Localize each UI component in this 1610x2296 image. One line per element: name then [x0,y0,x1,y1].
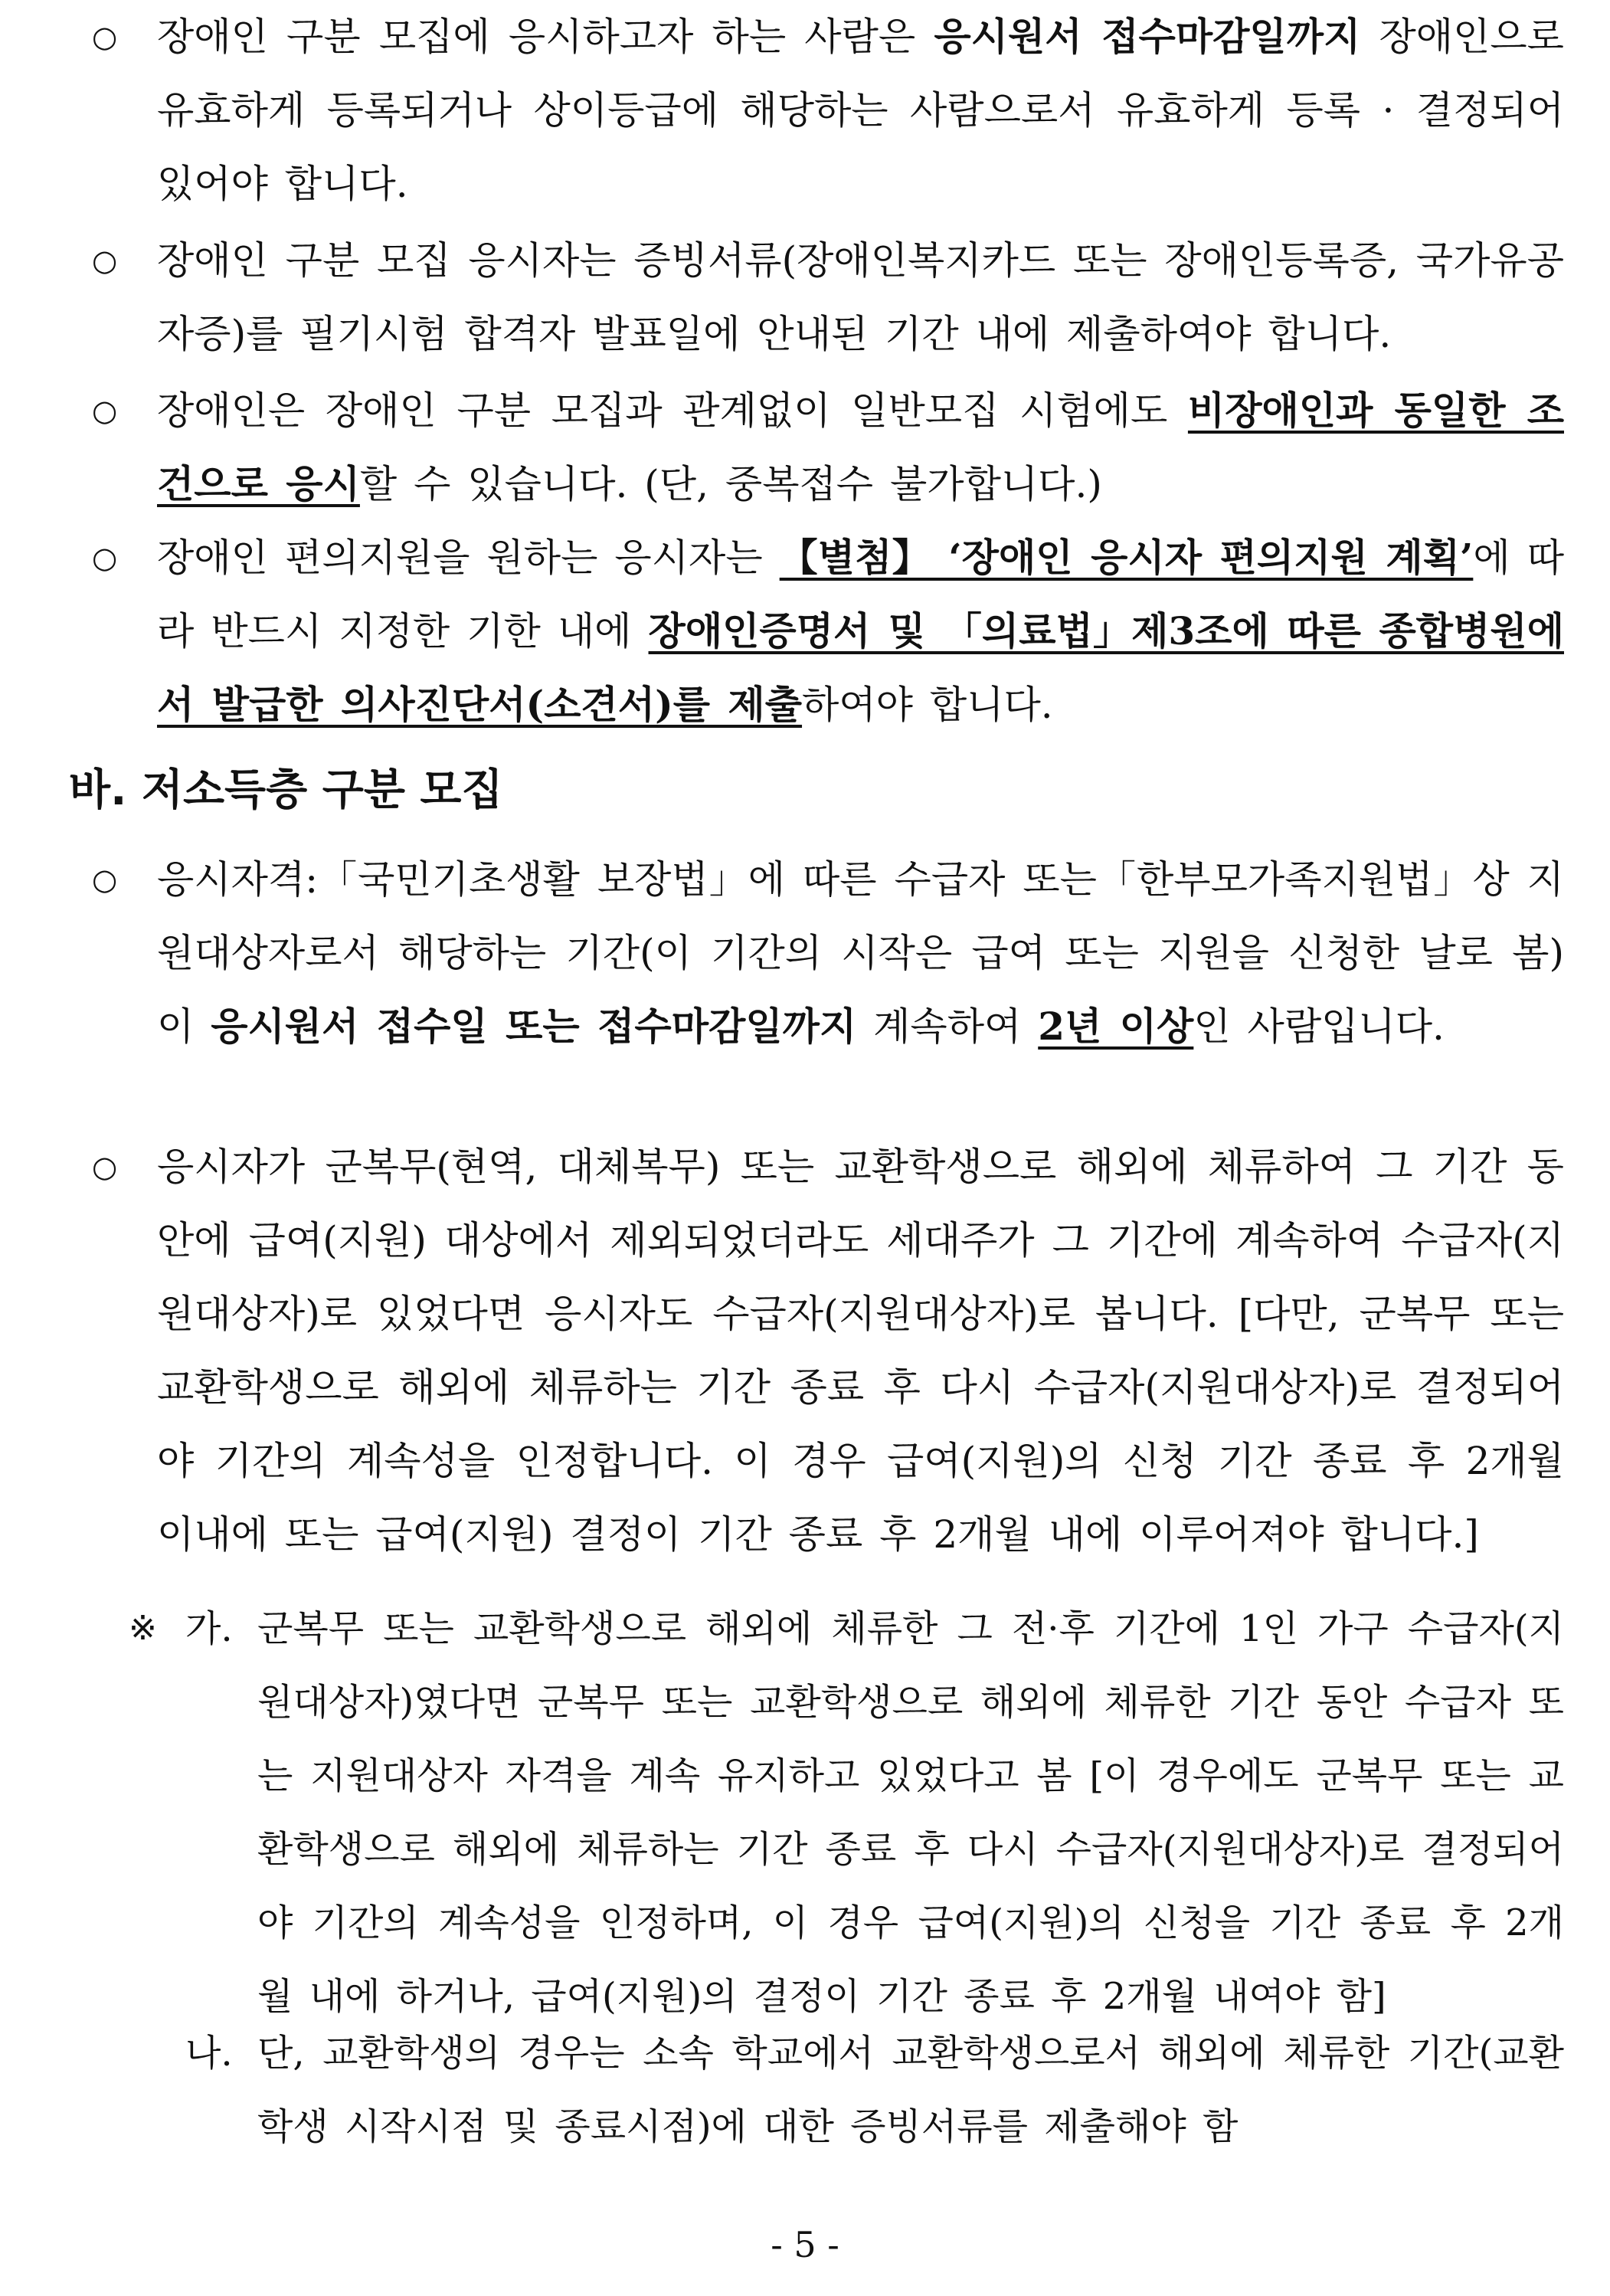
bullet-circle-icon: ○ [92,244,118,277]
bullet-item [92,843,1564,1063]
emphasis-underlined-text: 장애인증명서 및 「의료법」제3조에 따른 종합병원에서 발급한 의사진단서(소견서)를 제출 [157,608,1564,727]
paragraph-text: 장애인 구분 모집에 응시하고자 하는 사람은 응시원서 접수마감일까지 장애인으로 유효하게 등록되거나 상이등급에 해당하는 사람으로서 유효하게 등록 · 결정되어 있어야 합니다. [157,14,1564,206]
paragraph-text: 장애인은 장애인 구분 모집과 관계없이 일반모집 시험에도 비장애인과 동일한 조건으로 응시할 수 있습니다. (단, 중복접수 불가합니다.) [157,388,1564,506]
bullet-circle-icon: ○ [92,1150,118,1184]
note-item [129,1592,1564,2033]
note-text: 단, 교환학생의 경우는 소속 학교에서 교환학생으로서 해외에 체류한 기간(교환학생 시작시점 및 종료시점)에 대한 증빙서류를 제출해야 함 [257,2032,1564,2148]
section-heading: 바. 저소득층 구분 모집 [69,765,503,815]
paragraph-text: 장애인 편의지원을 원하는 응시자는 【별첨】 ‘장애인 응시자 편의지원 계획’에 따라 반드시 지정한 기한 내에 장애인증명서 및 「의료법」제3조에 따른 종합병원에서 발급한 의사진단서(소견서)를 제출하여야 합니다. [157,535,1565,727]
note-item [185,2016,1564,2163]
emphasis-underlined-text: 【별첨】 ‘장애인 응시자 편의지원 계획’ [779,535,1474,580]
reference-mark-icon: ※ [129,1609,157,1648]
bullet-circle-icon: ○ [92,20,118,54]
bullet-circle-icon: ○ [92,394,118,427]
paragraph-text: 장애인 구분 모집 응시자는 증빙서류(장애인복지카드 또는 장애인등록증, 국가유공자증)를 필기시험 합격자 발표일에 안내된 기간 내에 제출하여야 합니다. [157,238,1564,356]
page-number: - 5 - [771,2224,839,2265]
note-label: 가. [185,1607,233,1650]
bullet-item [92,521,1564,742]
bullet-item [92,1130,1564,1571]
bullet-circle-icon: ○ [92,541,118,575]
emphasis-underlined-text: 비장애인과 동일한 조건으로 응시 [157,388,1564,506]
emphasis-underlined-text: 2년 이상 [1038,1004,1194,1049]
bullet-item [92,0,1564,221]
bullet-circle-icon: ○ [92,863,118,896]
paragraph-text: 응시자격:「국민기초생활 보장법」에 따른 수급자 또는「한부모가족지원법」상 지원대상자로서 해당하는 기간(이 기간의 시작은 급여 또는 지원을 신청한 날로 봄)이 응시원서 접수일 또는 접수마감일까지 계속하여 2년 이상인 사람입니다. [157,857,1564,1049]
emphasis-text: 응시원서 접수마감일까지 [934,14,1361,59]
bullet-item [92,224,1564,371]
paragraph-text: 응시자가 군복무(현역, 대체복무) 또는 교환학생으로 해외에 체류하여 그 기간 동안에 급여(지원) 대상에서 제외되었더라도 세대주가 그 기간에 계속하여 수급자(지원대상자)로 있었다면 응시자도 수급자(지원대상자)로 봅니다. [다만, 군복무 또는 교환학생으로 해외에 체류하는 기간 종료 후 다시 수급자(지원대상자)로 결정되어야 기간의 계속성을 인정합니다. 이 경우 급여(지원)의 신청 기간 종료 후 2개월 이내에 또는 급여(지원) 결정이 기간 종료 후 2개월 내에 이루어져야 합니다.] [157,1145,1564,1557]
bullet-item [92,374,1564,521]
emphasis-text: 응시원서 접수일 또는 접수마감일까지 [211,1004,857,1049]
note-label: 나. [185,2032,233,2075]
note-text: 군복무 또는 교환학생으로 해외에 체류한 그 전·후 기간에 1인 가구 수급자(지원대상자)였다면 군복무 또는 교환학생으로 해외에 체류한 기간 동안 수급자 또는 지원대상자 자격을 계속 유지하고 있었다고 봄 [이 경우에도 군복무 또는 교환학생으로 해외에 체류하는 기간 종료 후 다시 수급자(지원대상자)로 결정되어야 기간의 계속성을 인정하며, 이 경우 급여(지원)의 신청을 기간 종료 후 2개월 내에 하거나, 급여(지원)의 결정이 기간 종료 후 2개월 내여야 함] [257,1607,1564,2018]
